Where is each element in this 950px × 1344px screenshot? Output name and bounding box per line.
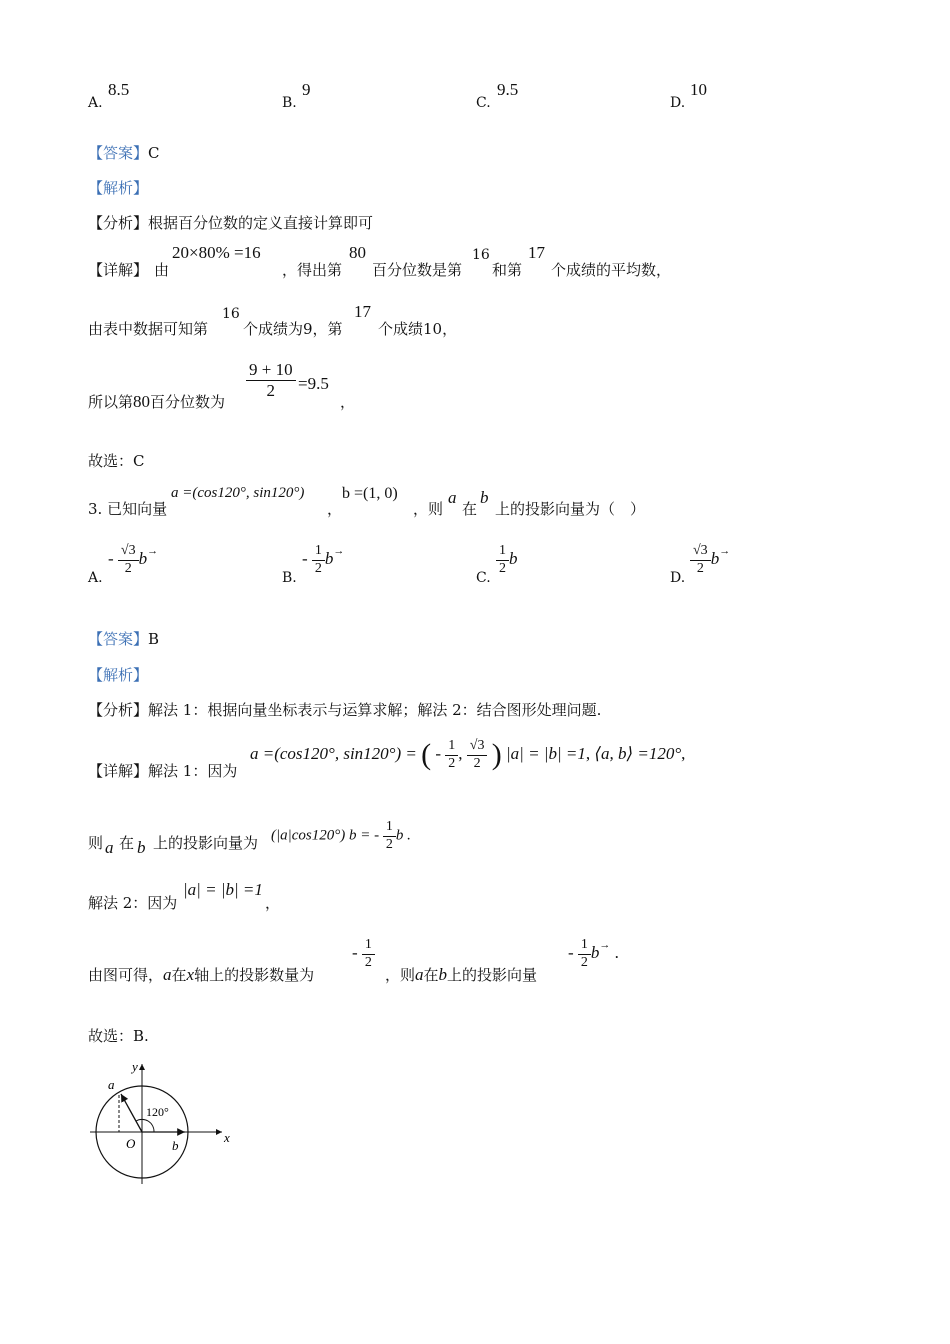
q3-fig-text-d: ，则 [385,966,416,984]
q3-option-d-b: b [710,549,720,569]
q3-option-c-expr [496,544,518,576]
q3-option-b-b: b [324,549,334,569]
q3-option-a-letter: A. [88,570,103,586]
vector-arrow-icon: → [599,939,611,952]
q3-option-c-num: 1 [496,544,509,561]
q3-proj-b: b [137,838,146,857]
q3-answer-value: B [148,630,160,648]
left-paren-icon: ( [421,738,432,771]
analysis-tag: 【解析】 [88,179,149,197]
q3-option-a-sign: - [108,549,114,569]
q3-answer-tag: 【答案】 [88,630,149,648]
result-comma: ， [340,393,356,411]
detail-text-he: 和第 [492,261,523,279]
table-n16: 16 [222,306,240,322]
q3-detail-formula: a =(cos120°, sin120°) = ( - $\frac{1}{2}$ , $\frac{√3}{2}$ ) |a| = |b| =1, ⟨a, b⟩ =120°, [250,737,686,771]
q3-option-c-den: 2 [499,560,506,576]
q3-option-c-b: b [509,549,518,569]
detail-tag: 【详解】 [88,261,149,279]
q3-fig-sym-x: x [186,965,195,984]
q3-answer-line [88,628,159,649]
q3-pair-num1: 1 [445,739,458,756]
axis-x-label: x [224,1130,230,1145]
q3-proj-formula [271,820,411,852]
q3-fenxi-text: 解法 1：根据向量坐标表示与运算求解；解法 2：结合图形处理问题. [148,701,602,719]
q3-conclusion: 故选：B. [88,1027,149,1045]
vector-arrow-icon: → [333,545,345,558]
detail-n17: 17 [528,243,545,262]
q3-fig-sym-b: b [438,965,448,984]
answer-tag: 【答案】 [88,144,149,162]
q3-fenxi-line [88,699,601,720]
q3-m2-intro: 解法 2：因为 [88,894,178,912]
q3-fig-sym-a2: a [415,965,424,984]
fenxi-line [88,212,373,233]
vector-arrow-icon: → [719,545,731,558]
answer-value: C [148,144,160,162]
q3-option-b-sign: - [302,549,308,569]
option-a-letter: A. [88,95,103,111]
q3-pair-den2: 2 [473,755,481,771]
unit-circle-figure [84,1056,234,1188]
q3-detail-tag: 【详解】 [88,762,149,780]
detail-text-you: 由 [154,261,170,279]
q3-option-a-den: 2 [124,560,132,576]
q3-fig-text-a: 由图可得， [88,966,164,984]
q3-stem-comma: ， [327,500,343,518]
vector-b-label: b [172,1138,179,1153]
q3-fig-line2 [385,964,537,985]
q3-option-d-num: √3 [690,544,711,561]
q3-stem-zai: 在 [462,500,478,518]
result-text-a: 所以第 [88,393,134,411]
q3-proj-num: 1 [383,820,396,837]
q3-option-d-expr [690,544,730,576]
q3-fig-frac1: - $\frac{1}{2}$ [352,938,375,970]
q3-fig-line [88,964,314,985]
vector-arrow-icon: → [147,545,159,558]
q3-fig-text-f: 上的投影向量 [447,966,538,984]
q3-option-b-letter: B. [282,570,297,586]
table-line-c: 个成绩10， [378,320,458,338]
q3-fig-text-c: 轴上的投影数量为 [194,966,315,984]
q3-fig-num2: 1 [578,938,591,955]
q3-pair-num2: √3 [467,739,488,756]
fenxi-tag: 【分析】 [88,214,149,232]
q3-proj-text: 上的投影向量为 [153,834,259,852]
q3-option-b-num: 1 [312,544,325,561]
option-c-letter: C. [476,95,491,111]
q3-option-d-letter: D. [670,570,686,586]
q3-option-b-den: 2 [314,560,322,576]
table-line-b: 个成绩为9，第 [243,320,343,338]
option-b-value: 9 [302,80,311,99]
option-d-value: 10 [690,80,707,99]
q3-fig-text-e: 在 [423,966,439,984]
q3-stem-vec-b: b =(1, 0) [342,485,398,502]
q3-fig-text-b: 在 [171,966,187,984]
option-d-letter: D. [670,95,686,111]
result-value: =9.5 [298,374,329,393]
q3-fig-b-vec: b [590,943,600,963]
table-line-a: 由表中数据可知第 [88,320,209,338]
q3-fig-sym-a: a [163,965,172,984]
option-a-value: 8.5 [108,80,130,99]
q3-option-a-b: b [138,549,148,569]
q3-proj-den: 2 [385,836,393,852]
option-b-letter: B. [282,95,297,111]
q3-stem-b: b [480,488,489,507]
axis-y-label: y [132,1059,138,1074]
fenxi-text: 根据百分位数的定义直接计算即可 [148,214,374,232]
detail-formula: 20×80% =16 [172,243,261,262]
q3-detail-intro: 解法 1：因为 [148,762,238,780]
q3-fig-frac2: - $\frac{1}{2}$ b→ . [568,937,619,970]
result-n80: 80 [133,392,151,411]
q3-fenxi-tag: 【分析】 [88,701,149,719]
q3-m2-math: |a| = |b| =1 [183,880,263,899]
table-n17: 17 [354,302,371,321]
answer-line [88,142,160,163]
result-text-b: 百分位数为 [150,393,226,411]
vector-a-label: a [108,1077,115,1092]
q3-option-a-expr [108,544,158,576]
q3-fig-den: 2 [364,954,372,970]
q3-proj-math: (|a|cos120°) b = - [271,827,380,844]
q3-detail-angle: ⟨a, b⟩ =120° [594,743,682,763]
result-frac-num: 9 + 10 [246,361,296,381]
result-fraction [246,361,296,400]
q3-fig-den2: 2 [580,954,588,970]
detail-text-de: ，得出第 [282,261,343,279]
q2-conclusion: 故选：C [88,452,145,470]
q3-option-c-letter: C. [476,570,491,586]
q3-detail-vector-a: a =(cos120°, sin120°) = [250,743,417,763]
q3-detail-norm: |a| = |b| =1 [505,743,586,763]
angle-label: 120° [146,1105,169,1119]
q3-option-a-num: √3 [118,544,139,561]
q3-option-b-expr [302,544,344,576]
vector-a-arrow [121,1094,142,1132]
q3-fig-num: 1 [362,938,375,955]
q3-m2-comma: ， [265,894,281,912]
q3-proj-then: 则 [88,834,104,852]
q3-stem-then: ，则 [413,500,444,518]
detail-text-percentile: 百分位数是第 [372,261,463,279]
result-line [88,391,225,412]
q3-detail-line [88,760,237,781]
q3-proj-tail: b . [395,827,411,844]
q3-analysis-tag: 【解析】 [88,666,149,684]
origin-label: O [126,1136,136,1151]
q3-stem-a: a [448,488,457,507]
detail-text-avg: 个成绩的平均数， [551,261,672,279]
q3-pair-den1: 2 [448,755,456,771]
q3-option-d-den: 2 [696,560,704,576]
detail-n80: 80 [349,243,366,262]
q3-stem-intro: 3. 已知向量 [88,500,168,518]
right-paren-icon: ) [491,738,502,771]
q3-stem-vec-a: a =(cos120°, sin120°) [171,485,305,501]
q3-proj-zai: 在 [119,834,135,852]
option-c-value: 9.5 [497,80,519,99]
detail-n16: 16 [472,247,490,263]
q3-stem-tail: 上的投影向量为（ ） [495,500,646,518]
q3-proj-a: a [105,838,114,857]
result-frac-den: 2 [266,380,276,400]
